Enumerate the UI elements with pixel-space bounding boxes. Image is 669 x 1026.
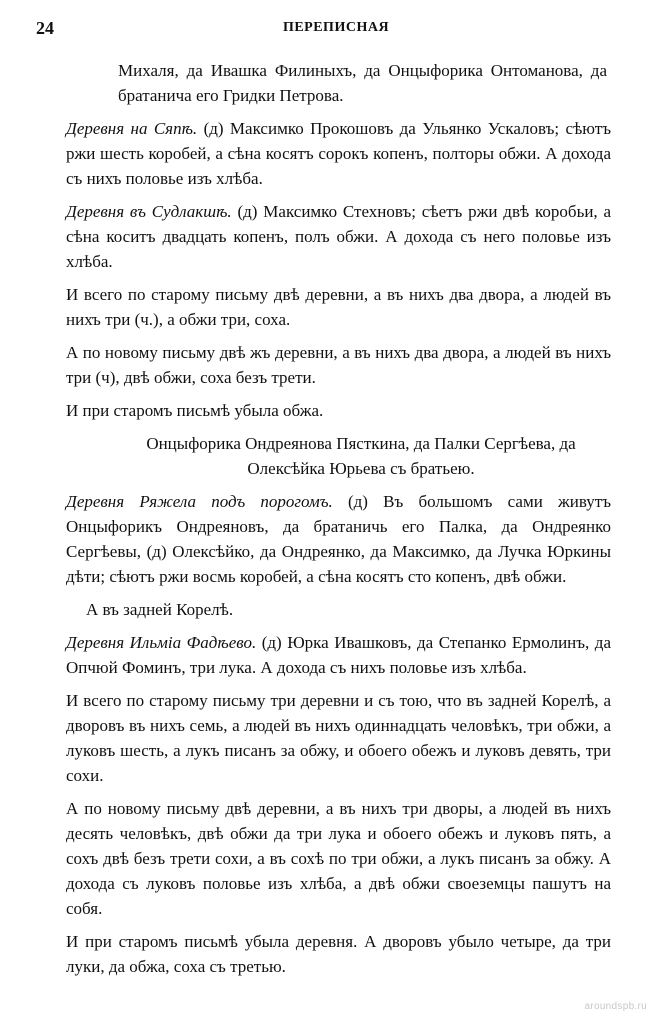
paragraph-text: И всего по старому письму три деревни и съ тою, что въ задней Корелѣ, а дворовъ въ нихъ семь, а людей въ нихъ одиннадцать человѣкъ, три обжи, а луковъ шесть, а лукъ писанъ за обжу, и обоего обежъ и луковъ девять, три сохи. <box>66 691 611 785</box>
paragraph-text: (д) Юрка Ивашковъ, да Степанко Ермолинъ, да Опчюй Фоминъ, три лука. А дохода съ нихъ половье изъ хлѣба. <box>66 633 612 677</box>
paragraph-text: А въ задней Корелѣ. <box>86 600 234 619</box>
paragraph-text: И при старомъ письмѣ убыла деревня. А дворовъ убыло четыре, да три луки, да обжа, соха съ третью. <box>66 932 611 976</box>
village-entry <box>66 116 611 191</box>
paragraph-text: Онцыфорика Ондреянова Пясткина, да Палки Сергѣева, да Олексѣйка Юрьева съ братьею. <box>146 434 576 478</box>
village-entry <box>66 199 611 274</box>
summary-paragraph <box>66 796 611 921</box>
summary-paragraph <box>66 282 611 332</box>
village-entry <box>66 630 611 680</box>
section-heading <box>86 597 611 622</box>
summary-paragraph <box>66 688 611 788</box>
running-head: ПЕРЕПИСНАЯ <box>282 20 390 35</box>
paragraph-text: А по новому письму двѣ деревни, а въ нихъ три дворы, а людей въ нихъ десять человѣкъ, двѣ обжи да три лука и обоего обежъ и луковъ пять, а сохъ двѣ безъ трети сохи, а въ сохѣ по три обжи, а лукъ писанъ за обжу. А дохода съ луковъ половье изъ хлѣба, а двѣ обжи своеземцы пашутъ на собя. <box>66 799 611 918</box>
village-name: Деревня на Сяпѣ. <box>66 119 198 138</box>
summary-paragraph <box>66 340 611 390</box>
watermark-text: aroundspb.ru <box>584 1001 647 1012</box>
page-body <box>66 58 611 987</box>
landowners-paragraph <box>118 58 607 108</box>
village-name: Деревня Ильміа Фадѣево. <box>66 633 257 652</box>
paragraph-text: И всего по старому письму двѣ деревни, а въ нихъ два двора, а людей въ нихъ три (ч.), а обжи три, соха. <box>66 285 611 329</box>
page-header <box>36 18 636 42</box>
paragraph-text: (д) Максимко Стехновъ; сѣетъ ржи двѣ коробьи, а сѣна коситъ двадцать копенъ, полъ обжи. А дохода съ него половье изъ хлѣба. <box>66 202 612 271</box>
paragraph-text: (д) Максимко Прокошовъ да Ульянко Ускаловъ; сѣютъ ржи шесть коробей, а сѣна косятъ сорокъ копенъ, полторы обжи. А дохода съ нихъ половье изъ хлѣба. <box>66 119 611 188</box>
village-entry <box>66 489 611 589</box>
paragraph-text: А по новому письму двѣ жъ деревни, а въ нихъ два двора, а людей въ нихъ три (ч), двѣ обжи, соха безъ трети. <box>66 343 611 387</box>
summary-paragraph <box>66 929 611 979</box>
landowners-paragraph <box>111 431 611 481</box>
paragraph-text: Михаля, да Ивашка Филиныхъ, да Онцыфорика Онтоманова, да братанича его Гридки Петрова. <box>118 61 607 105</box>
paragraph-text: (д) Въ большомъ сами живутъ Онцыфорикъ Ондреяновъ, да братаничь его Палка, да Ондреянко Сергѣевы, (д) Олексѣйко, да Ондреянко, да Максимко, да Лучка Юркины дѣти; сѣютъ ржи восмь коробей, а сѣна косятъ сто копенъ, двѣ обжи. <box>66 492 611 586</box>
village-name: Деревня Ряжела подъ порогомъ. <box>66 492 333 511</box>
summary-paragraph <box>66 398 611 423</box>
paragraph-text: И при старомъ письмѣ убыла обжа. <box>66 401 324 420</box>
village-name: Деревня въ Судлакшѣ. <box>66 202 232 221</box>
page-number: 24 <box>36 18 54 38</box>
